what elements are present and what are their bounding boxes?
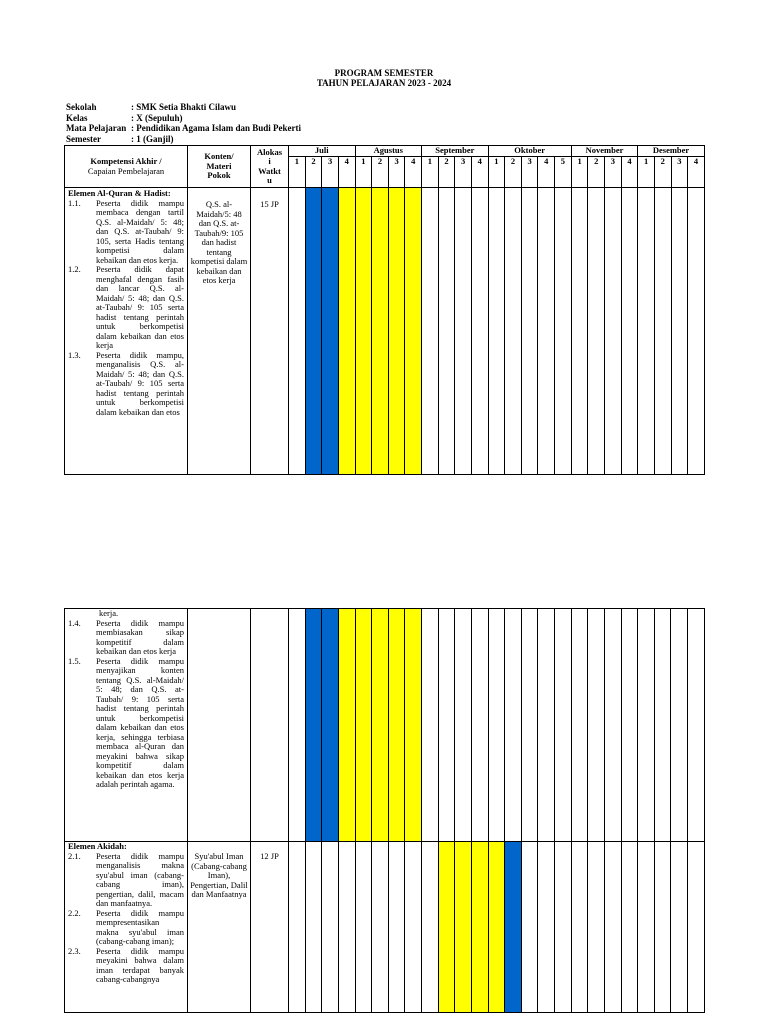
week-cell bbox=[338, 188, 355, 475]
week-header: 3 bbox=[322, 157, 339, 188]
week-cell bbox=[505, 609, 522, 842]
week-header: 3 bbox=[671, 157, 688, 188]
item-text: Peserta didik mampu membiasakan sikap kompetitif dalam kebaikan dan etos kerja bbox=[96, 617, 184, 656]
week-cell bbox=[588, 188, 605, 475]
meta-semester bbox=[66, 134, 301, 145]
week-cell bbox=[471, 842, 488, 1013]
item-text: Peserta didik mampu mempresentasikan makna syu'abul iman (cabang-cabang iman); bbox=[96, 907, 184, 946]
week-header: 1 bbox=[422, 157, 439, 188]
week-cell bbox=[488, 842, 505, 1013]
week-cell bbox=[488, 188, 505, 475]
week-cell bbox=[604, 609, 621, 842]
document-meta bbox=[66, 102, 301, 144]
header-allocation-line: u bbox=[267, 175, 272, 185]
week-cell bbox=[422, 609, 439, 842]
week-cell bbox=[289, 188, 306, 475]
week-header: 3 bbox=[605, 157, 622, 188]
competency-cell bbox=[65, 842, 188, 1013]
week-header: 1 bbox=[355, 157, 372, 188]
header-allocation-line: i bbox=[268, 156, 271, 166]
item-text: Peserta didik mampu membaca dengan tartil Q.S. al-Maidah/ 5: 48; dan Q.S. at-Taubah/ 9: 105, serta Hadis tentang kompetisi dalam kebaikan dan etos kerja. bbox=[96, 197, 184, 265]
semester-program-table bbox=[64, 145, 705, 475]
continuation-text: kerja. bbox=[99, 608, 119, 618]
week-cell bbox=[388, 842, 405, 1013]
week-cell bbox=[638, 188, 655, 475]
document-title: PROGRAM SEMESTER bbox=[334, 68, 434, 78]
header-allocation bbox=[251, 146, 289, 188]
week-cell bbox=[654, 609, 671, 842]
week-cell bbox=[372, 609, 389, 842]
list-item bbox=[68, 199, 184, 266]
week-cell bbox=[405, 188, 422, 475]
week-cell bbox=[604, 842, 621, 1013]
week-cell bbox=[555, 188, 572, 475]
week-header: 2 bbox=[438, 157, 455, 188]
table-row bbox=[65, 842, 705, 1013]
week-header: 4 bbox=[621, 157, 638, 188]
meta-subject bbox=[66, 123, 301, 134]
week-cell bbox=[688, 609, 705, 842]
week-cell bbox=[521, 842, 538, 1013]
week-header: 2 bbox=[305, 157, 322, 188]
allocation-cell: 15 JP bbox=[251, 188, 289, 475]
week-cell bbox=[422, 842, 439, 1013]
content-cell bbox=[188, 609, 251, 842]
week-header: 1 bbox=[571, 157, 588, 188]
week-cell bbox=[571, 842, 588, 1013]
week-cell bbox=[322, 188, 339, 475]
meta-value: : Pendidikan Agama Islam dan Budi Pekerti bbox=[131, 123, 302, 133]
document-subtitle: TAHUN PELAJARAN 2023 - 2024 bbox=[316, 78, 452, 88]
week-cell bbox=[538, 188, 555, 475]
week-header: 1 bbox=[289, 157, 306, 188]
week-header: 3 bbox=[521, 157, 538, 188]
element-title: Elemen Akidah: bbox=[68, 841, 127, 851]
meta-value: : 1 (Ganjil) bbox=[131, 133, 174, 144]
week-cell bbox=[322, 842, 339, 1013]
allocation-cell bbox=[251, 609, 289, 842]
week-cell bbox=[305, 188, 322, 475]
item-number: 2.1. bbox=[68, 850, 81, 861]
header-allocation-line: Watkt bbox=[258, 165, 281, 176]
week-header: 4 bbox=[538, 157, 555, 188]
item-text: Peserta didik mampu menyajikan konten tentang Q.S. al-Maidah/ 5: 48; dan Q.S. at-Taubah/ 9: 105 serta hadist tentang perintah untuk berkompetisi dalam kebaikan dan etos kerja, sehingga terbiasa membaca al-Quran dan meyakini bahwa sikap kompetitif dalam kebaikan dan etos kerja adalah perintah agama. bbox=[96, 655, 184, 789]
week-cell bbox=[671, 609, 688, 842]
list-item bbox=[68, 657, 184, 790]
week-cell bbox=[372, 188, 389, 475]
week-cell bbox=[305, 609, 322, 842]
week-cell bbox=[605, 188, 622, 475]
table-row bbox=[65, 188, 705, 475]
week-cell bbox=[338, 609, 355, 842]
week-cell bbox=[671, 842, 688, 1013]
week-header: 2 bbox=[588, 157, 605, 188]
week-cell bbox=[538, 842, 555, 1013]
week-cell bbox=[405, 609, 422, 842]
week-cell bbox=[621, 609, 638, 842]
week-cell bbox=[455, 842, 472, 1013]
week-cell bbox=[355, 188, 372, 475]
competency-cell bbox=[65, 609, 188, 842]
week-cell bbox=[688, 188, 705, 475]
month-header: Oktober bbox=[488, 146, 571, 157]
week-cell bbox=[638, 609, 655, 842]
week-cell bbox=[455, 609, 472, 842]
week-cell bbox=[305, 842, 322, 1013]
month-header: November bbox=[571, 146, 638, 157]
allocation-cell: 12 JP bbox=[251, 842, 289, 1013]
item-number: 1.1. bbox=[68, 197, 81, 208]
week-header: 3 bbox=[455, 157, 472, 188]
week-cell bbox=[621, 842, 638, 1013]
list-item bbox=[68, 852, 184, 909]
week-cell bbox=[521, 188, 538, 475]
week-cell bbox=[355, 842, 372, 1013]
week-cell bbox=[289, 609, 306, 842]
week-cell bbox=[555, 609, 572, 842]
list-item bbox=[68, 619, 184, 657]
week-cell bbox=[688, 842, 705, 1013]
week-header: 3 bbox=[388, 157, 405, 188]
header-allocation-line: Alokas bbox=[256, 146, 283, 157]
week-cell bbox=[488, 609, 505, 842]
element-title: Elemen Al-Quran & Hadist: bbox=[68, 188, 171, 198]
item-number: 2.2. bbox=[68, 907, 81, 918]
meta-value: : X (Sepuluh) bbox=[131, 112, 183, 123]
content-cell: Q.S. al-Maidah/5: 48 dan Q.S. at-Taubah/9: 105 dan hadist tentang kompetisi dalam kebaikan dan etos kerja bbox=[188, 188, 251, 475]
meta-label: Sekolah bbox=[66, 102, 97, 112]
meta-school bbox=[66, 102, 301, 113]
week-cell bbox=[555, 842, 572, 1013]
meta-value: : SMK Setia Bhakti Cilawu bbox=[131, 102, 237, 112]
list-item bbox=[68, 351, 184, 418]
week-cell bbox=[654, 188, 671, 475]
week-header: 2 bbox=[654, 157, 671, 188]
week-cell bbox=[638, 842, 655, 1013]
header-competency bbox=[65, 146, 188, 188]
header-content-line: Pokok bbox=[207, 170, 231, 181]
week-header: 4 bbox=[338, 157, 355, 188]
week-cell bbox=[521, 609, 538, 842]
month-header: September bbox=[422, 146, 489, 157]
item-text: Peserta didik dapat menghafal dengan fasih dan lancar Q.S. al-Maidah/ 5: 48; dan Q.S. at-Taubah/ 9: 105 serta hadist tentang perintah untuk berkompetisi dalam kebaikan dan etos kerja bbox=[96, 264, 184, 350]
week-cell bbox=[505, 188, 522, 475]
week-header: 1 bbox=[488, 157, 505, 188]
week-cell bbox=[355, 609, 372, 842]
week-header: 4 bbox=[405, 157, 422, 188]
week-cell bbox=[505, 842, 522, 1013]
header-competency-line2: Capaian Pembelajaran bbox=[87, 165, 165, 176]
week-cell bbox=[471, 188, 488, 475]
week-cell bbox=[654, 842, 671, 1013]
semester-program-table-continued bbox=[64, 608, 705, 1013]
week-cell bbox=[405, 842, 422, 1013]
week-cell bbox=[455, 188, 472, 475]
item-text: Peserta didik mampu menganalisis makna syu'abul iman (cabang-cabang iman), pengertian, dalil, macam dan manfaatnya. bbox=[96, 850, 184, 908]
week-cell bbox=[438, 842, 455, 1013]
item-number: 1.3. bbox=[68, 349, 81, 360]
week-header: 4 bbox=[688, 157, 705, 188]
item-number: 1.4. bbox=[68, 617, 81, 628]
header-content bbox=[188, 146, 251, 188]
week-cell bbox=[588, 609, 605, 842]
week-cell bbox=[422, 188, 439, 475]
week-cell bbox=[571, 609, 588, 842]
item-text: Peserta didik mampu, menganalisis Q.S. al-Maidah/ 5: 48; dan Q.S. at-Taubah/ 9: 105 serta hadist tentang perintah untuk berkompetisi dalam kebaikan dan etos bbox=[96, 349, 184, 417]
week-header: 4 bbox=[471, 157, 488, 188]
week-cell bbox=[289, 842, 306, 1013]
item-text: Peserta didik mampu meyakini bahwa dalam iman terdapat banyak cabang-cabangnya bbox=[96, 945, 184, 984]
item-number: 2.3. bbox=[68, 945, 81, 956]
week-cell bbox=[438, 609, 455, 842]
list-item bbox=[68, 909, 184, 947]
week-cell bbox=[571, 188, 588, 475]
list-item bbox=[68, 265, 184, 351]
month-header: Desember bbox=[638, 146, 705, 157]
header-competency-line1: Kompetensi Akhir / bbox=[90, 156, 162, 166]
week-cell bbox=[621, 188, 638, 475]
table-row bbox=[65, 609, 705, 842]
content-cell: Syu'abul Iman (Cabang-cabang Iman), Pengertian, Dalil dan Manfaatnya bbox=[188, 842, 251, 1013]
week-cell bbox=[438, 188, 455, 475]
week-header: 5 bbox=[555, 157, 572, 188]
week-header: 2 bbox=[505, 157, 522, 188]
week-cell bbox=[588, 842, 605, 1013]
week-cell bbox=[372, 842, 389, 1013]
month-header: Juli bbox=[289, 146, 356, 157]
week-cell bbox=[671, 188, 688, 475]
list-item bbox=[68, 947, 184, 985]
meta-label: Mata Pelajaran bbox=[66, 123, 127, 133]
week-cell bbox=[388, 609, 405, 842]
meta-class bbox=[66, 113, 301, 124]
month-header: Agustus bbox=[355, 146, 422, 157]
meta-label: Kelas bbox=[66, 112, 88, 123]
item-number: 1.5. bbox=[68, 655, 81, 666]
week-cell bbox=[388, 188, 405, 475]
header-content-line: Materi bbox=[206, 160, 232, 171]
item-number: 1.2. bbox=[68, 264, 81, 274]
competency-cell bbox=[65, 188, 188, 475]
week-header: 2 bbox=[372, 157, 389, 188]
week-cell bbox=[338, 842, 355, 1013]
week-header: 1 bbox=[638, 157, 655, 188]
header-content-line: Konten/ bbox=[204, 151, 234, 162]
week-cell bbox=[322, 609, 339, 842]
meta-label: Semester bbox=[66, 133, 101, 144]
week-cell bbox=[538, 609, 555, 842]
week-cell bbox=[471, 609, 488, 842]
